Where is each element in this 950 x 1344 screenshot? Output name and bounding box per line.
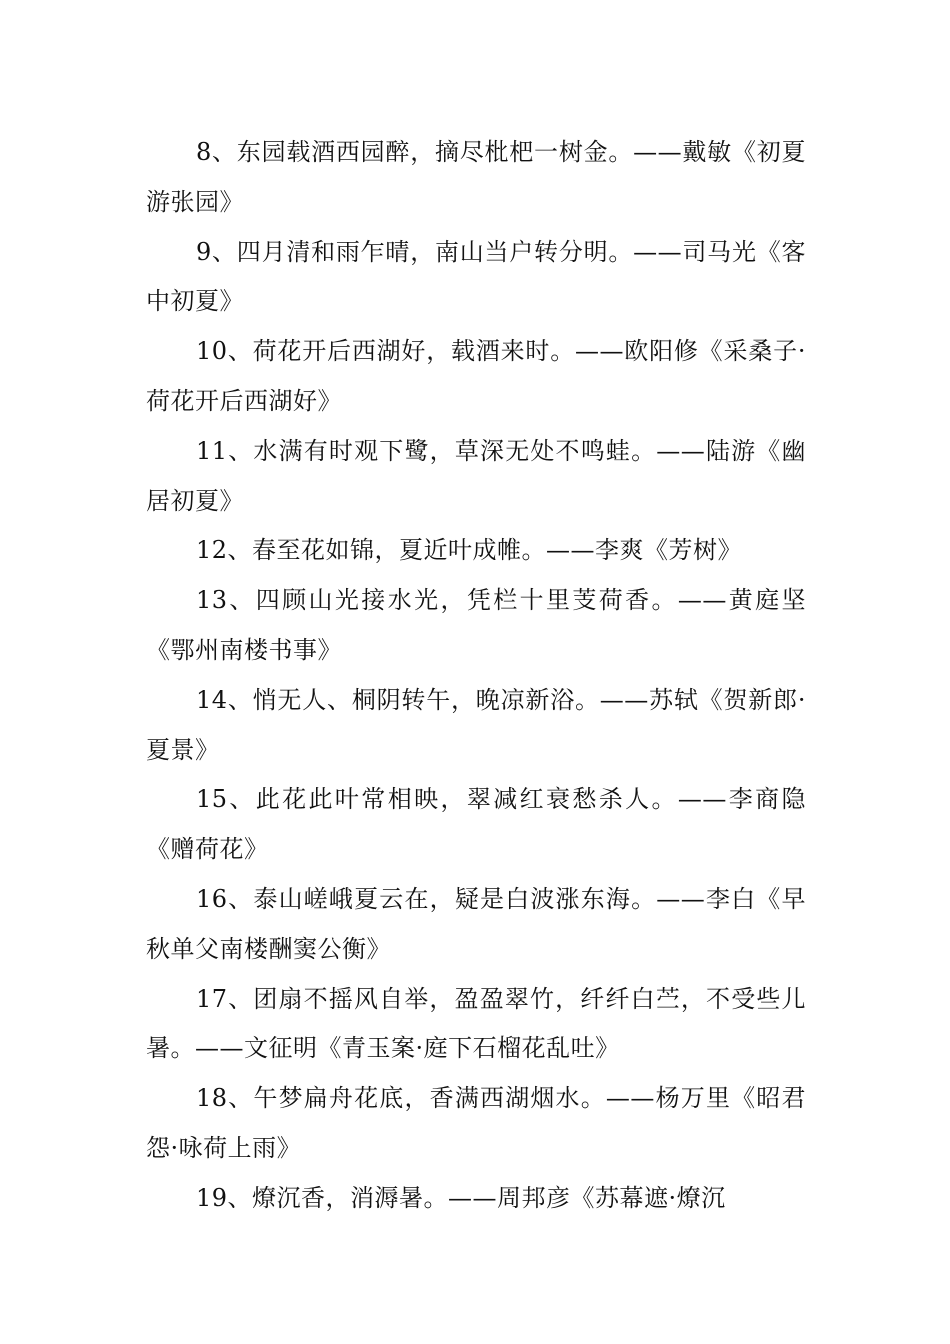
poem-entry-19: 19、燎沉香，消溽暑。——周邦彦《苏幕遮·燎沉 (196, 1183, 726, 1212)
poem-list (146, 128, 806, 1224)
poem-entry-12: 12、春至花如锦，夏近叶成帷。——李爽《芳树》 (196, 536, 743, 565)
poem-entry-8: 8、东园载酒西园醉，摘尽枇杷一树金。——戴敏《初夏游张园》 (146, 138, 806, 216)
poem-entry-10: 10、荷花开后西湖好，载酒来时。——欧阳修《采桑子·荷花开后西湖好》 (146, 337, 806, 415)
poem-entry-9: 9、四月清和雨乍晴，南山当户转分明。——司马光《客中初夏》 (146, 237, 806, 316)
poem-entry-11: 11、水满有时观下鹭，草深无处不鸣蛙。——陆游《幽居初夏》 (146, 436, 806, 515)
poem-entry-14: 14、悄无人、桐阴转午，晚凉新浴。——苏轼《贺新郎·夏景》 (146, 685, 806, 764)
poem-entry-16: 16、泰山嵯峨夏云在，疑是白波涨东海。——李白《早秋单父南楼酬窦公衡》 (146, 884, 806, 963)
poem-entry-15: 15、此花此叶常相映，翠减红衰愁杀人。——李商隐《赠荷花》 (146, 785, 806, 864)
poem-entry-13: 13、四顾山光接水光，凭栏十里芰荷香。——黄庭坚《鄂州南楼书事》 (146, 586, 806, 664)
poem-entry-18: 18、午梦扁舟花底，香满西湖烟水。——杨万里《昭君怨·咏荷上雨》 (146, 1084, 806, 1162)
poem-entry-17: 17、团扇不摇风自举，盈盈翠竹，纤纤白苎，不受些儿暑。——文征明《青玉案·庭下石榴花乱吐》 (146, 984, 806, 1063)
